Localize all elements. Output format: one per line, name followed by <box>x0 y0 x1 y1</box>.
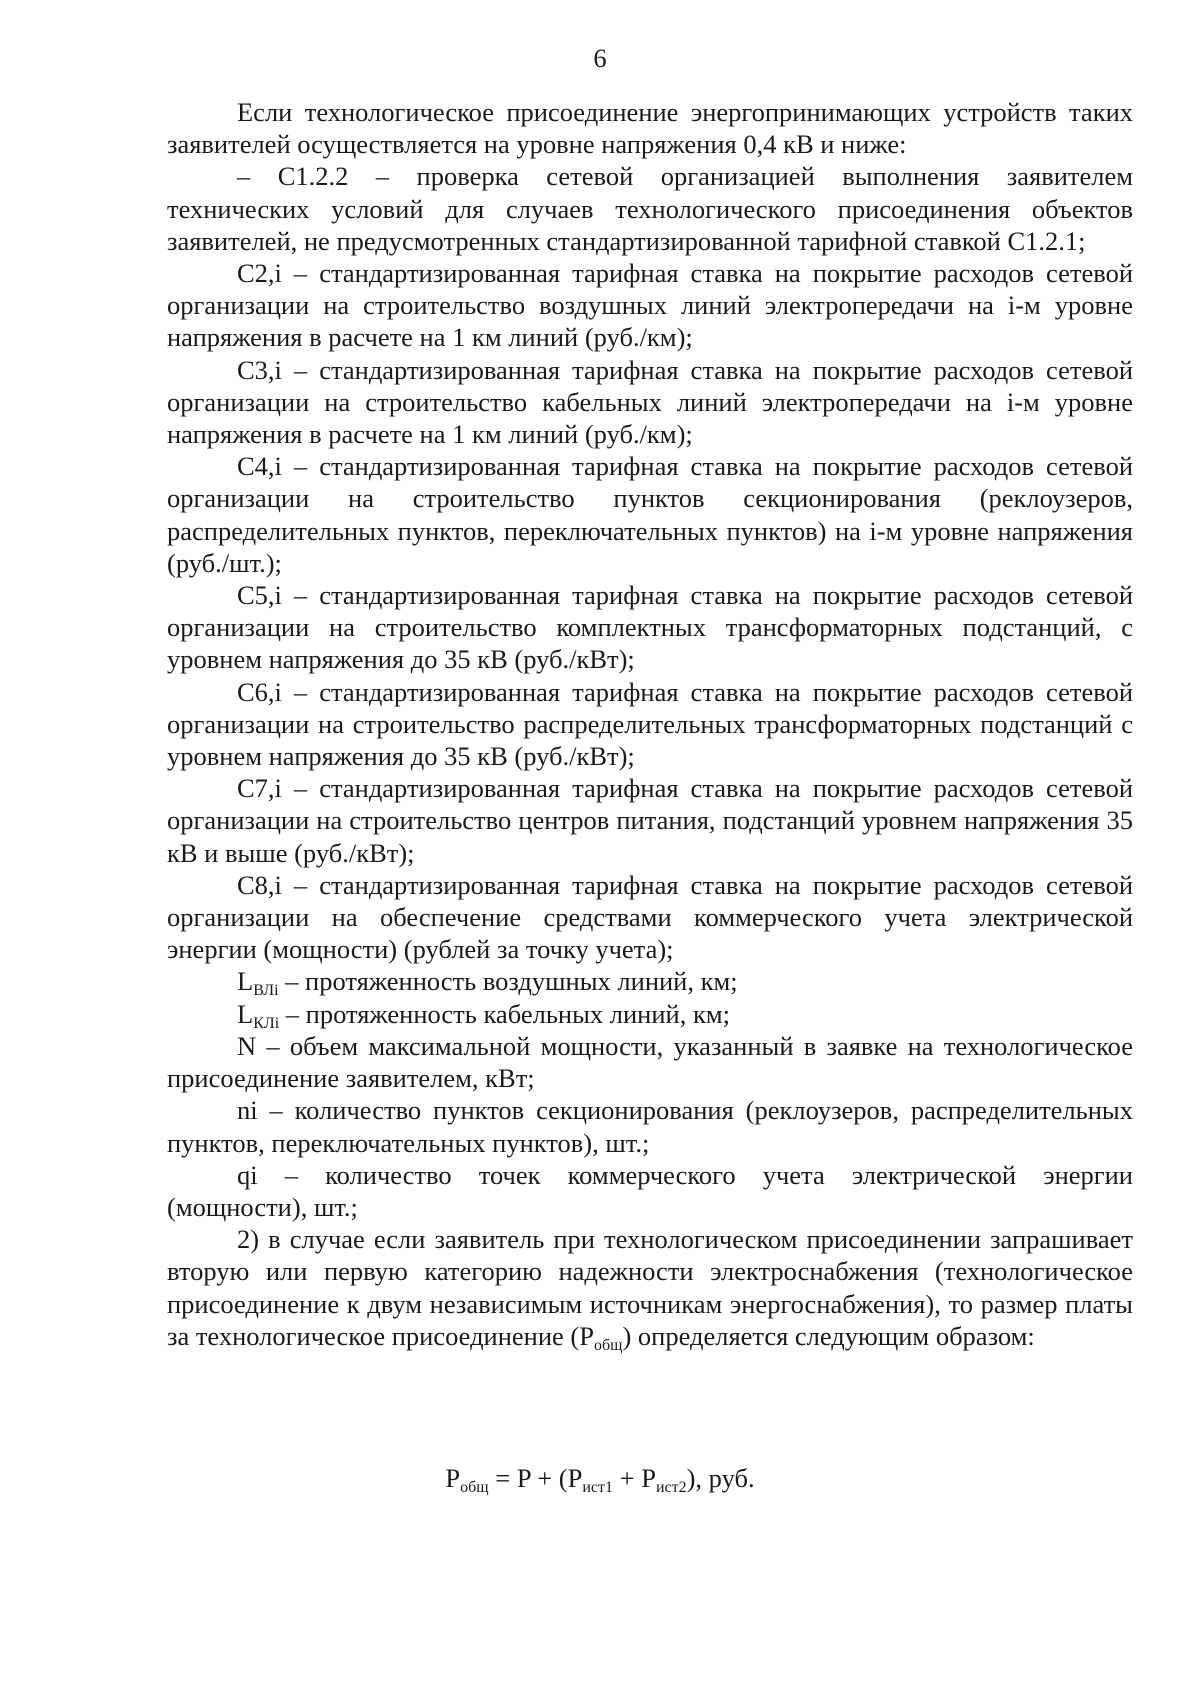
paragraph-lvl <box>167 965 1133 1000</box>
lkl-symbol: L <box>237 998 254 1029</box>
lvl-subscript: ВЛi <box>253 982 279 1000</box>
page-number: 6 <box>593 43 607 73</box>
paragraph-case2 <box>167 1223 1133 1352</box>
paragraph-c3: С3,i – стандартизированная тарифная ставка на покрытие расходов сетевой организации на строительство кабельных линий электропередачи на i-м уровне напряжения в расчете на 1 км линий (руб./км); <box>167 354 1133 450</box>
formula-sub-1: общ <box>460 1479 489 1496</box>
case2-text-after: ) определяется следующим образом: <box>622 1320 1035 1351</box>
case2-subscript: общ <box>594 1336 623 1354</box>
formula-part-1: P <box>445 1463 461 1493</box>
paragraph-c6: С6,i – стандартизированная тарифная ставка на покрытие расходов сетевой организации на строительство распределительных трансформаторных подстанций с уровнем напряжения до 35 кВ (руб./кВт); <box>167 676 1133 772</box>
paragraph-ni: ni – количество пунктов секционирования (реклоузеров, распределительных пунктов, переключательных пунктов), шт.; <box>167 1095 1133 1158</box>
paragraph-c4: С4,i – стандартизированная тарифная ставка на покрытие расходов сетевой организации на строительство пунктов секционирования (реклоузеров, распределительных пунктов, переключательных пунктов) на i-м уровне напряжения (руб./шт.); <box>167 451 1133 578</box>
paragraph-n: N – объем максимальной мощности, указанный в заявке на технологическое присоединение заявителем, кВт; <box>167 1030 1133 1094</box>
paragraph-c7: С7,i – стандартизированная тарифная ставка на покрытие расходов сетевой организации на строительство центров питания, подстанций уровнем напряжения 35 кВ и выше (руб./кВт); <box>167 773 1133 868</box>
formula-sub-3: ист2 <box>655 1479 687 1496</box>
lkl-definition: – протяженность кабельных линий, км; <box>279 998 730 1029</box>
paragraph-c8: С8,i – стандартизированная тарифная ставка на покрытие расходов сетевой организации на обеспечение средствами коммерческого учета электрической энергии (мощности) (рублей за точку учета); <box>167 869 1133 965</box>
paragraph-qi: qi – количество точек коммерческого учета электрической энергии (мощности), шт.; <box>167 1159 1133 1222</box>
paragraph-c5: С5,i – стандартизированная тарифная ставка на покрытие расходов сетевой организации на строительство комплектных трансформаторных подстанций, с уровнем напряжения до 35 кВ (руб./кВт); <box>167 580 1133 675</box>
formula-part-3: + P <box>613 1463 656 1493</box>
formula-part-4: ), руб. <box>686 1463 755 1493</box>
lvl-symbol: L <box>237 966 254 997</box>
formula-total-fee <box>0 1462 1200 1494</box>
formula-part-2: = P + (P <box>488 1463 583 1493</box>
paragraph-lkl <box>167 998 1133 1030</box>
document-body <box>167 96 1133 1352</box>
case2-text-before: 2) в случае если заявитель при технологическом присоединении запрашивает вторую или первую категорию надежности электроснабжения (технологическое присоединение к двум независимым источникам энергоснабжения), то размер платы за технологическое присоединение (P <box>167 1224 1133 1351</box>
paragraph-c2: С2,i – стандартизированная тарифная ставка на покрытие расходов сетевой организации на строительство воздушных линий электропередачи на i-м уровне напряжения в расчете на 1 км линий (руб./км); <box>167 258 1133 353</box>
paragraph-intro: Если технологическое присоединение энергопринимающих устройств таких заявителей осуществляется на уровне напряжения 0,4 кВ и ниже: <box>167 97 1133 160</box>
lkl-subscript: КЛi <box>253 1014 280 1032</box>
lvl-definition: – протяженность воздушных линий, км; <box>278 966 738 997</box>
paragraph-c122: – С1.2.2 – проверка сетевой организацией выполнения заявителем технических условий для случаев технологического присоединения объектов заявителей, не предусмотренных стандартизированной тарифной ставкой С1.2.1; <box>167 161 1133 256</box>
formula-sub-2: ист1 <box>582 1479 613 1496</box>
